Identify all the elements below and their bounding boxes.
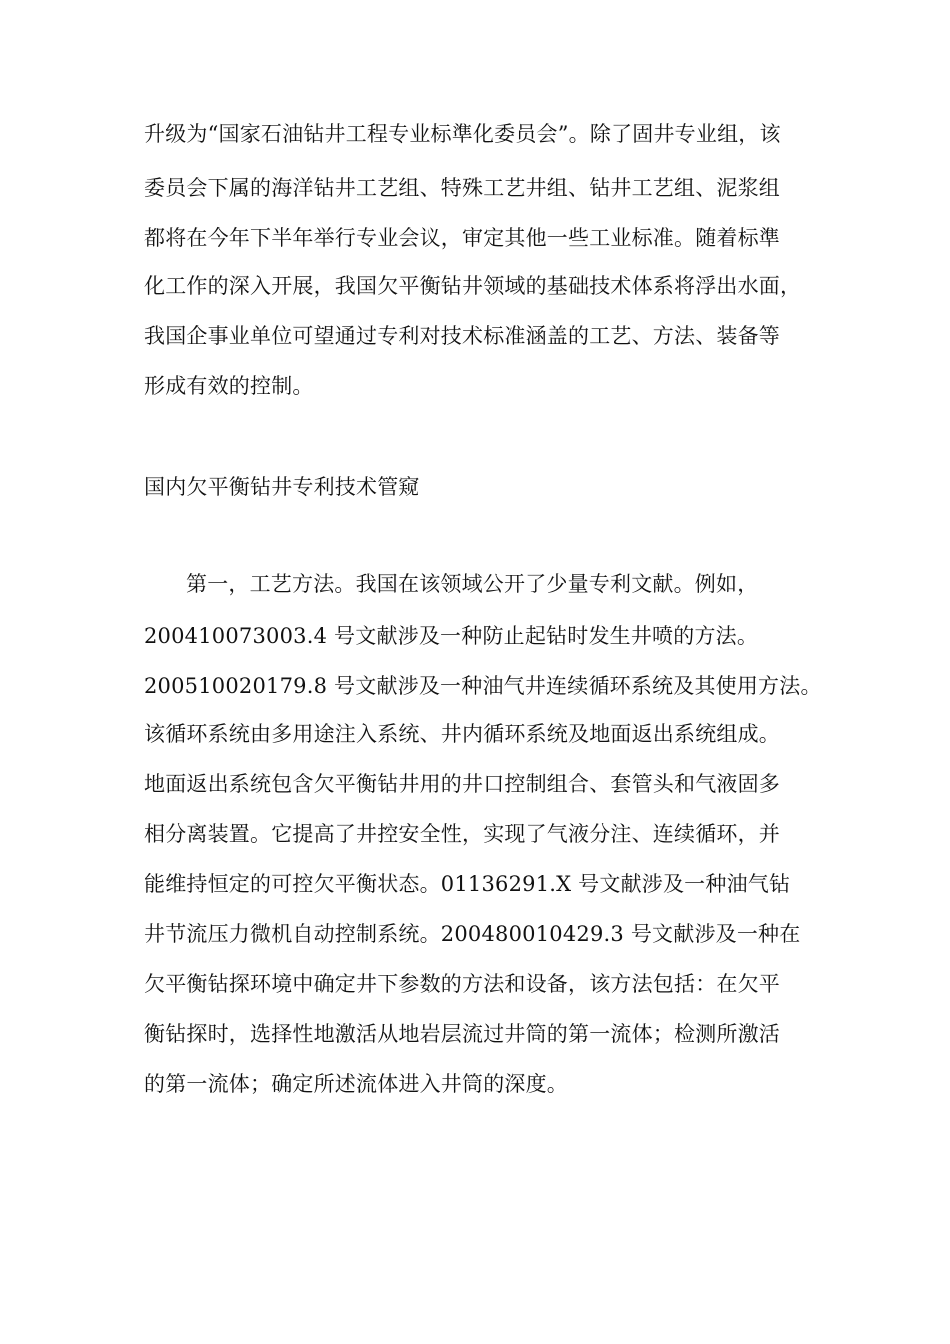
paragraph-2-line-9: 欠平衡钻探环境中确定井下参数的方法和设备，该方法包括：在欠平 (144, 972, 780, 996)
paragraph-2-line-7: 能维持恒定的可控欠平衡状态。01136291.X 号文献涉及一种油气钻 (144, 872, 791, 896)
paragraph-2-line-1: 第一，工艺方法。我国在该领域公开了少量专利文献。例如， (186, 572, 759, 596)
paragraph-1-line-3: 都将在今年下半年举行专业会议，审定其他一些工业标准。随着标準 (144, 226, 780, 250)
paragraph-2-line-11: 的第一流体；确定所述流体进入井筒的深度。 (144, 1072, 568, 1096)
paragraph-2-line-2: 200410073003.4 号文献涉及一种防止起钻时发生井喷的方法。 (144, 624, 759, 648)
paragraph-2-line-6: 相分离装置。它提高了井控安全性，实现了气液分注、连续循环，并 (144, 822, 780, 846)
paragraph-2-line-10: 衡钻探时，选择性地激活从地岩层流过井筒的第一流体；检测所激活 (144, 1022, 780, 1046)
paragraph-2-line-8: 井节流压力微机自动控制系统。200480010429.3 号文献涉及一种在 (144, 922, 801, 946)
paragraph-1-line-6: 形成有效的控制。 (144, 374, 314, 398)
paragraph-2-line-5: 地面返出系统包含欠平衡钻井用的井口控制组合、套管头和气液固多 (144, 772, 780, 796)
paragraph-1-line-5: 我国企事业单位可望通过专利对技术标准涵盖的工艺、方法、装备等 (144, 324, 780, 348)
paragraph-1-line-2: 委员会下属的海洋钻井工艺组、特殊工艺井组、钻井工艺组、泥浆组 (144, 176, 780, 200)
paragraph-2-line-3: 200510020179.8 号文献涉及一种油气井连续循环系统及其使用方法。 (144, 674, 822, 698)
paragraph-1-line-4: 化工作的深入开展，我国欠平衡钻井领域的基础技术体系将浮出水面， (144, 274, 802, 298)
paragraph-2-line-4: 该循环系统由多用途注入系统、井内循环系统及地面返出系统组成。 (144, 722, 780, 746)
section-heading: 国内欠平衡钻井专利技术管窥 (144, 475, 420, 499)
paragraph-1-line-1: 升级为“国家石油钻井工程专业标準化委员会”。除了固井专业组，该 (144, 122, 781, 146)
